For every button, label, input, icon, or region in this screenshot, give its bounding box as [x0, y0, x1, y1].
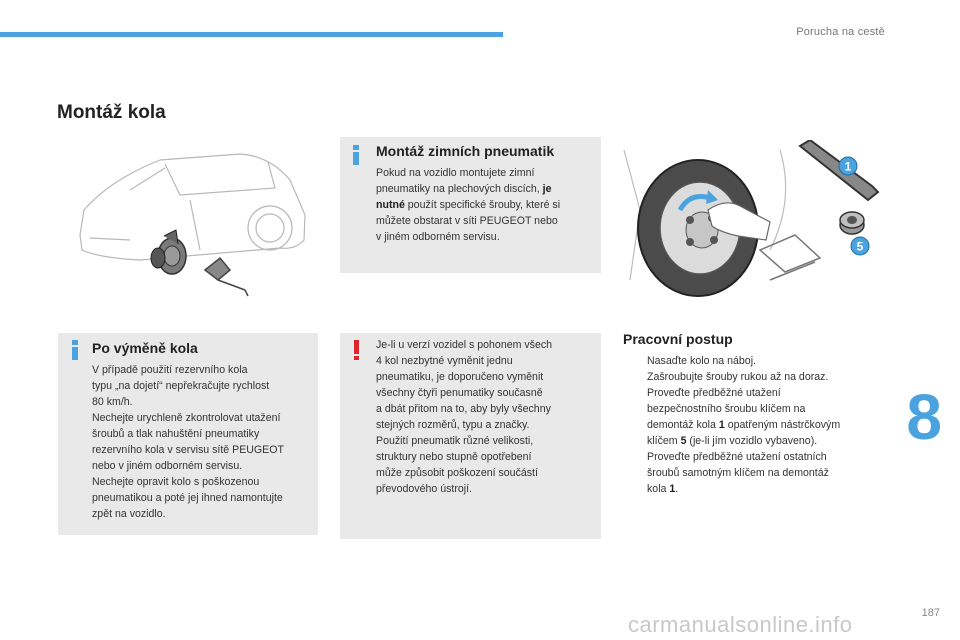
wheel-brace-key: [800, 140, 878, 200]
header-accent-bar: [0, 32, 503, 37]
procedure-step: Nasaďte kolo na náboj.: [647, 355, 756, 367]
winter-tyres-text: Pokud na vozidlo montujete zimní pneumatiky na plechových discích, je nutné použít specifické šrouby, které si můžete obstarat v síti PEUGEOT nebo v jiném odborném servisu.: [376, 167, 561, 243]
info-icon: [71, 340, 81, 360]
callout-5-badge: [851, 237, 869, 255]
procedure-steps: [623, 353, 883, 497]
jack-stand: [760, 235, 820, 280]
procedure-step: Proveďte předběžné utažení bezpečnostního šroubu klíčem na demontáž kola 1 opatřeným nástrčkovým klíčem 5 (je-li jím vozidlo vybaveno).: [647, 387, 841, 447]
procedure-step: Zašroubujte šrouby rukou až na doraz.: [647, 371, 829, 383]
warning-text: Je-li u verzí vozidel s pohonem všech 4 kol nezbytné vyměnit jednu pneumatiku, je doporučeno vyměnit všechny čtyři penumatiky současně a dbát přitom na to, aby byly všechny stejných rozměrů, typu a značky. Použití pneumatik různé velikosti, struktury nebo stupně opotřebení může způsobit poškození součástí převodového ústrojí.: [376, 339, 553, 495]
chapter-number: 8: [906, 381, 942, 453]
after-change-title: Po výměně kola: [92, 340, 198, 356]
car-jack-illustration: [70, 140, 320, 300]
jack: [205, 258, 248, 296]
svg-text:5: 5: [856, 239, 864, 254]
after-change-text: V případě použití rezervního kola typu „na dojetí“ nepřekračujte rychlost 80 km/h. Nechejte urychleně zkontrolovat utažení šroubů a tlak nahuštění pneumatiky rezervního kola v servisu sítě PEUGEOT nebo v jiném odborném servisu. Nechejte opravit kolo s poškozenou pneumatikou a poté jej ihned namontujte zpět na vozidlo.: [92, 364, 284, 520]
wheel-bolt-illustration: [620, 140, 890, 310]
winter-tyres-title: Montáž zimních pneumatik: [376, 143, 555, 159]
page-title: Montáž kola: [57, 102, 166, 123]
procedure-title: Pracovní postup: [623, 331, 733, 347]
wheel-hub: [151, 230, 186, 274]
callout-1-badge: [839, 157, 857, 175]
procedure-step: Proveďte předběžné utažení ostatních šroubů samotným klíčem na demontáž kola 1.: [647, 451, 829, 495]
svg-text:1: 1: [844, 159, 852, 174]
section-header: Porucha na cestě: [796, 26, 885, 38]
warning-icon: [352, 340, 362, 360]
page-number: 187: [921, 607, 940, 619]
anti-theft-socket: [840, 212, 864, 234]
info-icon: [352, 145, 362, 165]
watermark: carmanualsonline.info: [628, 612, 853, 637]
